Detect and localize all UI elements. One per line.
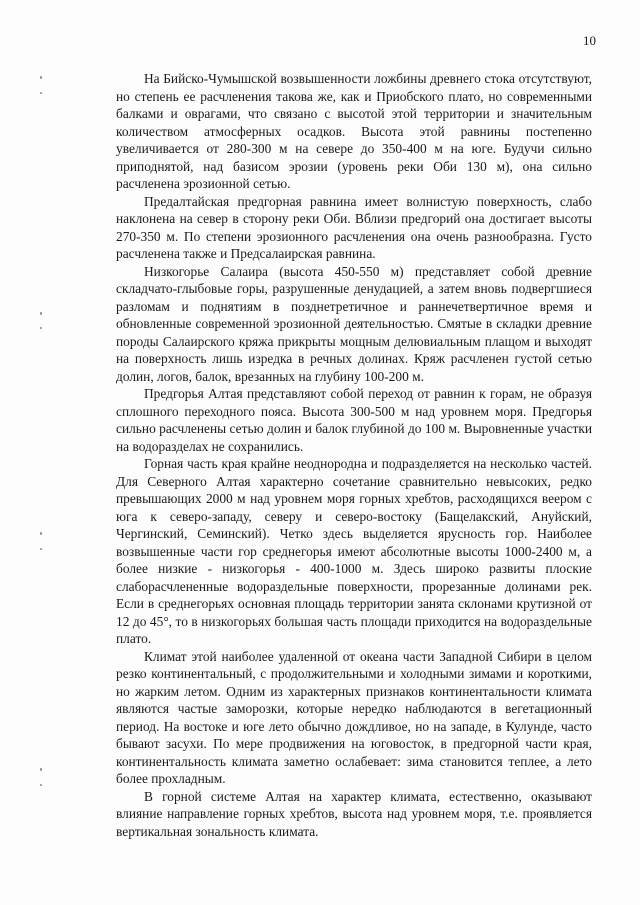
scan-speck [40, 92, 42, 94]
paragraph-climate: Климат этой наиболее удаленной от океана части Западной Сибири в целом резко континентальный, с продолжительными и холодными зимами и короткими, но жарким летом. Одним из характерных признаков континентальности климата являются частые заморозки, которые нередко наблюдаются в вегетационный период. На востоке и юге лето обычно дождливое, но на западе, в Кулунде, часто бывают засухи. По мере продвижения на юговосток, в предгорной части края, континентальность климата заметно ослабевает: зима становится теплее, а лето более прохладным. [116, 648, 592, 786]
paragraph-salair-lowlands: Низкогорье Салаира (высота 450-550 м) представляет собой древние складчато-глыбовые горы, разрушенные денудацией, а затем вновь подвергшиеся разломам и поднятиям в позднетретичное и раннечетвертичное время и обновленные современной эрозионной деятельностью. Смятые в складки древние породы Салаирского кряжа прикрыты мощным делювиальным плащом и выходят на поверхность лишь изредка в речных долинах. Кряж расчленен густой сетью долин, логов, балок, врезанных на глубину 100-200 м. [116, 263, 592, 384]
scan-speck [40, 532, 42, 535]
paragraph-bijsk-upland: На Бийско-Чумышской возвышенности ложбины древнего стока отсутствуют, но степень ее расчленения такова же, как и Приобского плато, но современными балками и оврагами, что связано с высотой этой территории и значительным количеством атмосферных осадков. Высота этой равнины постепенно увеличивается от 280-300 м на севере до 350-400 м на юге. Будучи сильно приподнятой, над базисом эрозии (уровень реки Оби 130 м), она сильно расчленена эрозионной сетью. [116, 71, 592, 191]
paragraph-altai-foothills: Предгорья Алтая представляют собой переход от равнин к горам, не образуя сплошного переходного пояса. Высота 300-500 м над уровнем моря. Предгорья сильно расчленены сетью долин и балок глубиной до 100 м. Выровненные участки на водоразделах не сохранились. [116, 386, 592, 454]
paragraph-pre-altai-plain: Предалтайская предгорная равнина имеет волнистую поверхность, слабо наклонена на север в сторону реки Оби. Вблизи предгорий она достигает высоты 270-350 м. По степени эрозионного расчленения она очень разнообразна. Густо расчленена также и Предсалаирская равнина. [116, 193, 592, 261]
scan-speck [40, 784, 42, 786]
scan-speck [40, 312, 42, 315]
scan-speck [40, 327, 42, 329]
scan-speck [40, 768, 42, 771]
paragraph-altai-climate: В горной системе Алтая на характер климата, естественно, оказывают влияние направление горных хребтов, высота над уровнем моря, т.е. проявляется вертикальная зональность климата. [116, 788, 592, 839]
scan-speck [40, 76, 42, 79]
text-body [116, 70, 592, 840]
scan-speck [40, 548, 42, 550]
paragraph-mountain-part: Горная часть края крайне неоднородна и подразделяется на несколько частей. Для Северного Алтая характерно сочетание сравнительно невысоких, редко превышающих 2000 м над уровнем моря горных хребтов, расходящихся веером с юга к северо-западу, северу и северо-востоку (Бащелакский, Ануйский, Чергинский, Семинский). Четко здесь выделяется ярусность гор. Наиболее возвышенные части гор среднегорья имеют абсолютные высоты 1000-2400 м, а более низкие - низкогорья - 400-1000 м. Здесь широко развиты плоские слаборасчлененные водораздельные поверхности, прорезанные долинами рек. Если в среднегорьях основная площадь территории занята склонами крутизной от 12 до 45°, то в низкогорьях большая часть площади приходится на водораздельные плато. [116, 456, 592, 646]
page-number: 10 [583, 33, 596, 48]
